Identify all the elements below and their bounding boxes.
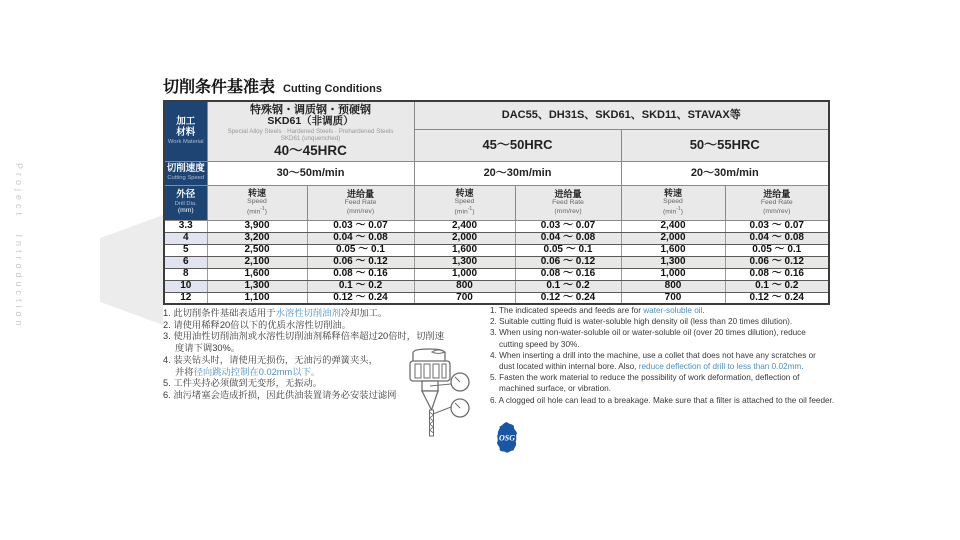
sidebar-vertical-label: Project Introduction [14, 163, 24, 330]
feed-cell: 0.05 ～ 0.1 [515, 244, 621, 256]
group2-hrc-cell: 45～50HRC [414, 129, 621, 161]
notes-english [490, 305, 834, 406]
note-cn-4: 4. 装夹钻头时，请使用无损伤，无油污的弹簧夹头， [163, 354, 378, 365]
feed-cell: 0.03 ～ 0.07 [515, 220, 621, 232]
note-en-2: 2. Suitable cutting fluid is water-soluble high density oil (less than 20 times dilution). [490, 317, 793, 327]
note-en-1: 1. The indicated speeds and feeds are for water-soluble oil. [490, 306, 705, 315]
material-group23-header-cell: DAC55、DH31S、SKD61、SKD11、STAVAX等 [414, 101, 829, 129]
note-cn-3: 3. 使用油性切削油剂或水溶性切削油剂稀释倍率超过20倍时，切削速 [163, 331, 444, 342]
group3-speed-header [621, 185, 725, 220]
drill-dia-header-cell [164, 185, 207, 220]
feed-cell: 0.12 ～ 0.24 [515, 292, 621, 304]
cutting-speed-en: Cutting Speed [167, 175, 205, 182]
speed-unit: $(\min^{-1})$ [454, 206, 475, 216]
table-row [164, 256, 829, 268]
speed-label-zh: 转速 [247, 188, 266, 199]
speed-label-zh: 转速 [663, 188, 682, 199]
page-title [163, 74, 382, 97]
cone-shape [422, 391, 438, 410]
table-row [164, 292, 829, 304]
osg-logo-text: OSG [498, 433, 516, 443]
speed-cell: 1,300 [207, 280, 307, 292]
drill-dia-en: Drill Dia. [174, 200, 197, 207]
feed-cell: 0.05 ～ 0.1 [725, 244, 829, 256]
table-row [164, 244, 829, 256]
osg-logo-icon [494, 421, 520, 457]
speed-cell: 1,600 [414, 244, 515, 256]
dial-gauge-icon [451, 399, 469, 417]
group1-line4-en: SKD61 (unquenched) [280, 135, 341, 143]
feed-label-en: Feed Rate [760, 199, 793, 207]
note-cn-5: 5. 工件夹持必须做到无变形，无振动。 [163, 378, 323, 389]
speed-cell: 700 [621, 292, 725, 304]
speed-unit: $(\min^{-1})$ [663, 206, 683, 216]
table-row-cutting-speed [164, 161, 829, 185]
drill-chuck-illustration [390, 347, 475, 459]
dia-cell: 12 [164, 292, 207, 304]
note-cn-2: 2. 请使用稀释20倍以下的优质水溶性切削油。 [163, 319, 352, 330]
dia-cell: 4 [164, 232, 207, 244]
feed-cell: 0.12 ～ 0.24 [725, 292, 829, 304]
feed-label-zh: 进给量 [346, 189, 374, 200]
group1-line1: 特殊钢・调质钢・预硬钢 [250, 104, 371, 117]
table-row [164, 268, 829, 280]
note-en-5-cont: machined surface, or vibration. [499, 384, 611, 394]
note-en-4: 4. When inserting a drill into the machine, use a collet that does not have any scratches or [490, 350, 816, 360]
speed-cell: 3,900 [207, 220, 307, 232]
feed-unit: (mm/rev) [554, 207, 582, 215]
speed-label-en: Speed [663, 198, 683, 206]
feed-cell: 0.08 ～ 0.16 [307, 268, 414, 280]
speed-cell: 2,400 [621, 220, 725, 232]
dia-cell: 5 [164, 244, 207, 256]
group3-feed-header [725, 185, 829, 220]
feed-label-en: Feed Rate [344, 199, 377, 207]
dia-cell: 10 [164, 280, 207, 292]
speed-cell: 1,000 [621, 268, 725, 280]
dia-cell: 6 [164, 256, 207, 268]
speed-label-en: Speed [247, 198, 267, 206]
note-cn-6: 6. 油污堵塞会造成折损，因此供油装置请务必安装过滤网 [163, 389, 397, 400]
group1-cutting-speed-value: 30～50m/min [207, 161, 414, 185]
speed-cell: 1,100 [207, 292, 307, 304]
feed-cell: 0.04 ～ 0.08 [725, 232, 829, 244]
material-group1-header-cell [207, 101, 414, 161]
work-material-zh: 材料 [176, 127, 196, 138]
speed-cell: 2,500 [207, 244, 307, 256]
page-title-en: Cutting Conditions [283, 83, 382, 95]
speed-unit: $(\min^{-1})$ [247, 206, 267, 216]
speed-cell: 800 [621, 280, 725, 292]
speed-cell: 2,000 [414, 232, 515, 244]
note-en-5: 5. Fasten the work material to reduce the possibility of work deformation, deflection of [490, 373, 800, 383]
speed-cell: 3,200 [207, 232, 307, 244]
dia-cell: 3.3 [164, 220, 207, 232]
feed-cell: 0.1 ～ 0.2 [515, 280, 621, 292]
page-title-zh: 切削条件基准表 [163, 79, 276, 96]
group3-cutting-speed-value: 20～30m/min [621, 161, 829, 185]
feed-cell: 0.1 ～ 0.2 [307, 280, 414, 292]
cutting-speed-header-cell [164, 161, 207, 185]
feed-cell: 0.03 ～ 0.07 [725, 220, 829, 232]
work-material-zh: 加工 [176, 116, 196, 128]
feed-label-zh: 进给量 [554, 189, 582, 200]
feed-label-zh: 进给量 [763, 189, 791, 200]
feed-cell: 0.03 ～ 0.07 [307, 220, 414, 232]
note-cn-4-cont: 并将径向跳动控制在0.02mm以下。 [175, 366, 321, 377]
feed-cell: 0.08 ～ 0.16 [725, 268, 829, 280]
speed-cell: 1,300 [414, 256, 515, 268]
work-material-en: Work Material [167, 138, 204, 145]
table-row-material-header [164, 101, 829, 129]
group1-line3-en: Special Alloy Steels · Hardened Steels · Prehardened Steels [227, 128, 394, 136]
feed-cell: 0.05 ～ 0.1 [307, 244, 414, 256]
drill-dia-unit: (mm) [177, 207, 194, 215]
group2-speed-header [414, 185, 515, 220]
speed-cell: 2,000 [621, 232, 725, 244]
feed-cell: 0.12 ～ 0.24 [307, 292, 414, 304]
speed-cell: 1,000 [414, 268, 515, 280]
drill-dia-zh: 外径 [176, 189, 196, 201]
note-en-6: 6. A clogged oil hole can lead to a breakage. Make sure that a filter is attached to the oil feeder. [490, 395, 835, 405]
dia-cell: 8 [164, 268, 207, 280]
decorative-fold-shape [100, 215, 163, 325]
speed-cell: 2,100 [207, 256, 307, 268]
speed-label-en: Speed [454, 198, 475, 206]
feed-cell: 0.06 ～ 0.12 [307, 256, 414, 268]
group1-line2: SKD61（非调质） [267, 115, 354, 128]
note-en-3: 3. When using non-water-soluble oil or water-soluble oil (over 20 times dilution), reduce [490, 328, 806, 338]
feed-unit: (mm/rev) [346, 207, 375, 215]
group2-feed-header [515, 185, 621, 220]
table-row-column-headers [164, 185, 829, 220]
feed-cell: 0.04 ～ 0.08 [307, 232, 414, 244]
note-cn-3-cont: 度请下调30%。 [175, 343, 241, 354]
feed-cell: 0.1 ～ 0.2 [725, 280, 829, 292]
table-row [164, 220, 829, 232]
speed-cell: 700 [414, 292, 515, 304]
speed-cell: 1,300 [621, 256, 725, 268]
feed-cell: 0.06 ～ 0.12 [515, 256, 621, 268]
work-material-header-cell [164, 101, 207, 161]
group2-cutting-speed-value: 20～30m/min [414, 161, 621, 185]
feed-unit: (mm/rev) [763, 207, 791, 215]
cutting-conditions-table [163, 100, 830, 305]
group3-hrc-cell: 50～55HRC [621, 129, 829, 161]
speed-cell: 1,600 [207, 268, 307, 280]
table-row [164, 280, 829, 292]
speed-cell: 2,400 [414, 220, 515, 232]
dial-gauge-icon [451, 373, 469, 391]
group1-speed-header [207, 185, 307, 220]
feed-cell: 0.08 ～ 0.16 [515, 268, 621, 280]
feed-cell: 0.04 ～ 0.08 [515, 232, 621, 244]
group1-hrc: 40～45HRC [274, 143, 347, 159]
feed-cell: 0.06 ～ 0.12 [725, 256, 829, 268]
note-cn-1: 1. 此切削条件基础表适用于水溶性切削油剂冷却加工。 [163, 308, 388, 318]
table-row [164, 232, 829, 244]
cutting-speed-zh: 切削速度 [166, 163, 205, 175]
feed-label-en: Feed Rate [552, 199, 584, 207]
group1-feed-header [307, 185, 414, 220]
note-en-4-cont: dust located within internal bore. Also, reduce deflection of drill to less than 0.02mm. [499, 362, 804, 372]
note-en-3-cont: cutting speed by 30%. [499, 339, 580, 349]
speed-cell: 800 [414, 280, 515, 292]
speed-label-zh: 转速 [455, 188, 474, 199]
speed-cell: 1,600 [621, 244, 725, 256]
